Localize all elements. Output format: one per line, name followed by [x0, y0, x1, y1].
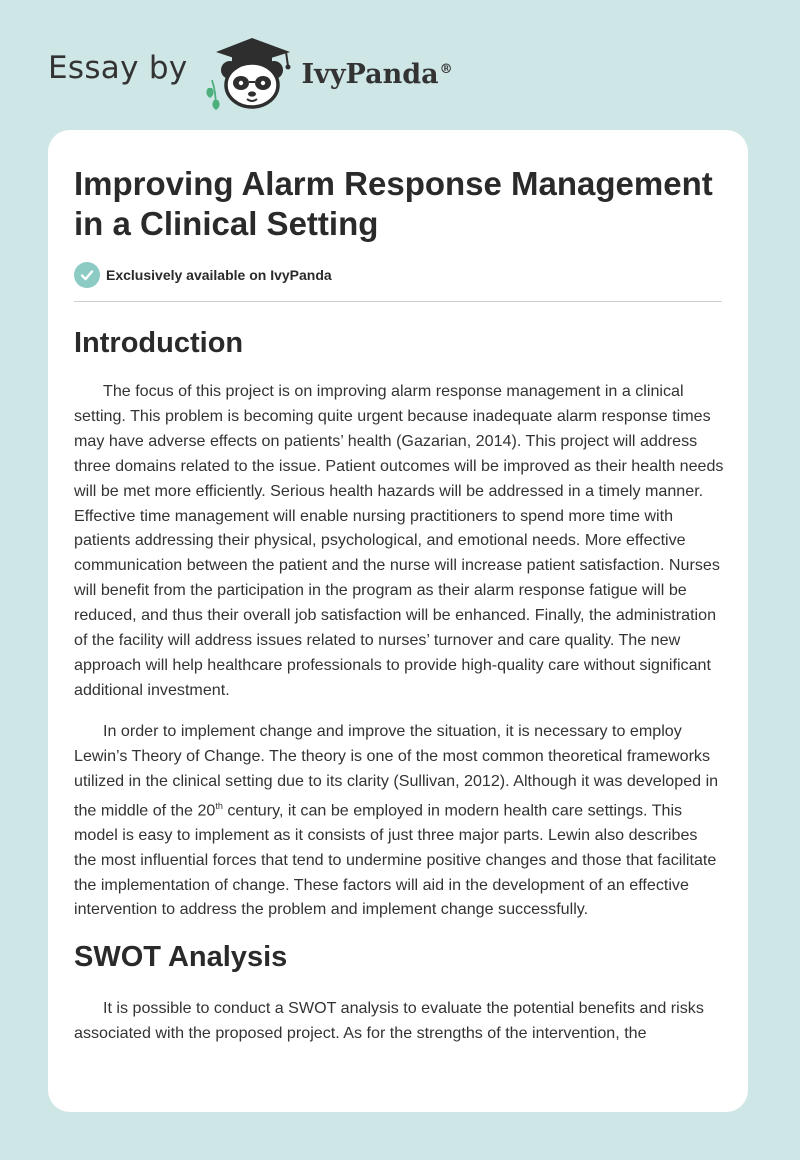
divider: [74, 301, 722, 302]
paragraph: It is possible to conduct a SWOT analysis to evaluate the potential benefits and risks associated with the proposed project. As for the strengths of the intervention, the: [74, 999, 704, 1043]
paragraph: The focus of this project is on improving alarm response management in a clinical setting. This problem is becoming quite urgent because inadequate alarm response times may have adverse effects on patients’ health (Gazarian, 2014). This project will address three domains related to the issue. Patient outcomes will be improved as their health needs will be met more efficiently. Serious health hazards will be addressed in a timely manner. Effective time management will enable nursing practitioners to spend more time with patients addressing their physical, psychological, and emotional needs. More effective communication between the patient and the nurse will increase patient satisfaction. Nurses will benefit from the participation in the program as their alarm response fatigue will be reduced, and thus their overall job satisfaction will be enhanced. Finally, the administration of the facility will address issues related to nurses’ turnover and care quality. The new approach will help healthcare professionals to provide high-quality care without significant additional investment.: [74, 382, 724, 699]
section-heading-introduction: Introduction: [74, 327, 244, 359]
section-heading-swot-analysis: SWOT Analysis: [74, 941, 288, 974]
site-header: [48, 32, 453, 112]
checkmark-icon: [74, 262, 100, 288]
article-card: [48, 130, 748, 1112]
panda-logo-icon[interactable]: [202, 32, 298, 112]
paragraph: In order to implement change and improve the situation, it is necessary to employ Lewin’s Theory of Change. The theory is one of the most common theoretical frameworks utilized in the clinical setting due to its clarity (Sullivan, 2012). Although it was developed in the middle of the 20th century, it can be employed in modern health care settings. This model is easy to implement as it consists of just three major parts. Lewin also describes the most influential forces that tend to undermine positive changes and those that facilitate the implementation of change. These factors will aid in the development of an effective intervention to address the problem and implement change successfully.: [74, 721, 719, 919]
article-title: Improving Alarm Response Management in a Clinical Setting: [74, 165, 713, 242]
brand-prefix: Essay by: [48, 50, 188, 86]
exclusive-badge: [74, 262, 722, 288]
brand-name[interactable]: IvyPanda®: [301, 58, 453, 90]
badge-text: Exclusively available on IvyPanda: [106, 267, 332, 283]
